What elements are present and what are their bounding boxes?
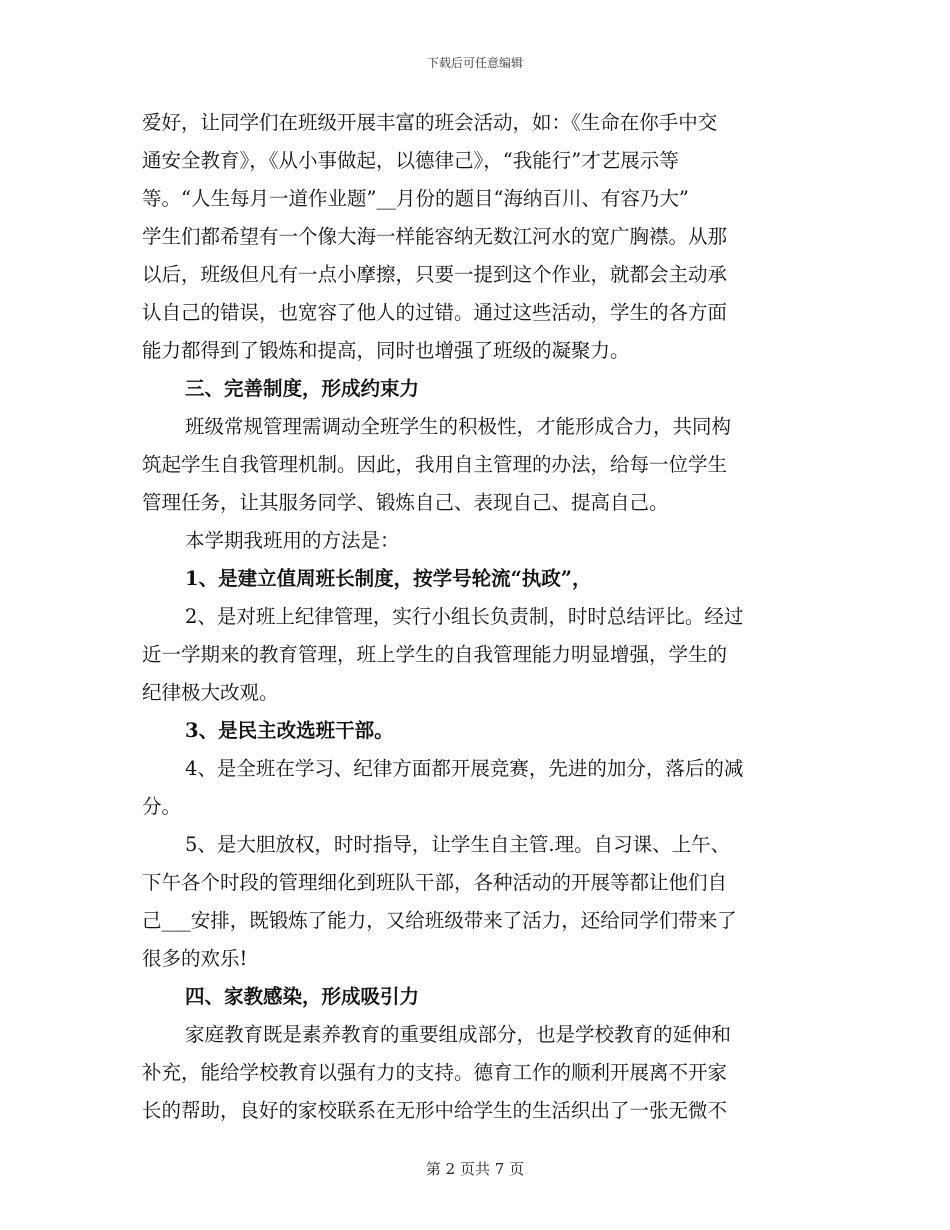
section-heading: 三、完善制度，形成约束力 <box>185 377 420 400</box>
body-line: 以后，班级但凡有一点小摩擦，只要一提到这个作业，就都会主动承 <box>142 263 728 286</box>
body-line: 近一学期来的教育管理，班上学生的自我管理能力明显增强，学生的 <box>142 643 728 666</box>
list-item-heading: 3、是民主改选班干部。 <box>185 719 394 742</box>
body-line: 补充，能给学校教育以强有力的支持。德育工作的顺利开展离不开家 <box>142 1061 728 1084</box>
body-line: 能力都得到了锻炼和提高，同时也增强了班级的凝聚力。 <box>142 339 630 362</box>
body-line: 认自己的错误，也宽容了他人的过错。通过这些活动，学生的各方面 <box>142 301 728 324</box>
body-line: 通安全教育》，《从小事做起，以德律己》，“我能行”才艺展示等 <box>142 149 679 172</box>
body-line: 长的帮助，良好的家校联系在无形中给学生的生活织出了一张无微不 <box>142 1099 728 1122</box>
body-line: 4、是全班在学习、纪律方面都开展竞赛，先进的加分，落后的减 <box>185 757 744 780</box>
body-line: 纪律极大改观。 <box>142 681 279 704</box>
body-line: 学生们都希望有一个像大海一样能容纳无数江河水的宽广胸襟。从那 <box>142 225 728 248</box>
body-line: 很多的欢乐! <box>142 947 248 970</box>
body-line: 爱好，让同学们在班级开展丰富的班会活动，如：《生命在你手中交 <box>142 111 718 134</box>
page-header: 下载后可任意编辑 <box>426 56 523 70</box>
body-line: 管理任务，让其服务同学、锻炼自己、表现自己、提高自己。 <box>142 491 669 514</box>
body-line: 班级常规管理需调动全班学生的积极性，才能形成合力，共同构 <box>185 415 732 438</box>
body-line: 家庭教育既是素养教育的重要组成部分，也是学校教育的延伸和 <box>185 1023 732 1046</box>
body-line: 筑起学生自我管理机制。因此，我用自主管理的办法，给每一位学生 <box>142 453 728 476</box>
body-line: 本学期我班用的方法是： <box>185 529 400 552</box>
body-line: 己___安排，既锻炼了能力，又给班级带来了活力，还给同学们带来了 <box>142 909 737 932</box>
body-line: 5、是大胆放权，时时指导，让学生自主管.理。自习课、上午、 <box>185 833 731 856</box>
body-line: 下午各个时段的管理细化到班队干部，各种活动的开展等都让他们自 <box>142 871 728 894</box>
body-line: 分。 <box>142 795 182 818</box>
page-footer: 第 2 页共 7 页 <box>425 1160 525 1178</box>
section-heading: 四、家教感染，形成吸引力 <box>185 985 420 1008</box>
list-item-heading: 1、是建立值周班长制度，按学号轮流“执政”， <box>185 567 592 590</box>
body-line: 2、是对班上纪律管理，实行小组长负责制，时时总结评比。经过 <box>185 605 744 628</box>
document-body <box>142 104 810 1130</box>
body-line: 等。“人生每月一道作业题”__月份的题目“海纳百川、有容乃大” <box>142 187 689 210</box>
